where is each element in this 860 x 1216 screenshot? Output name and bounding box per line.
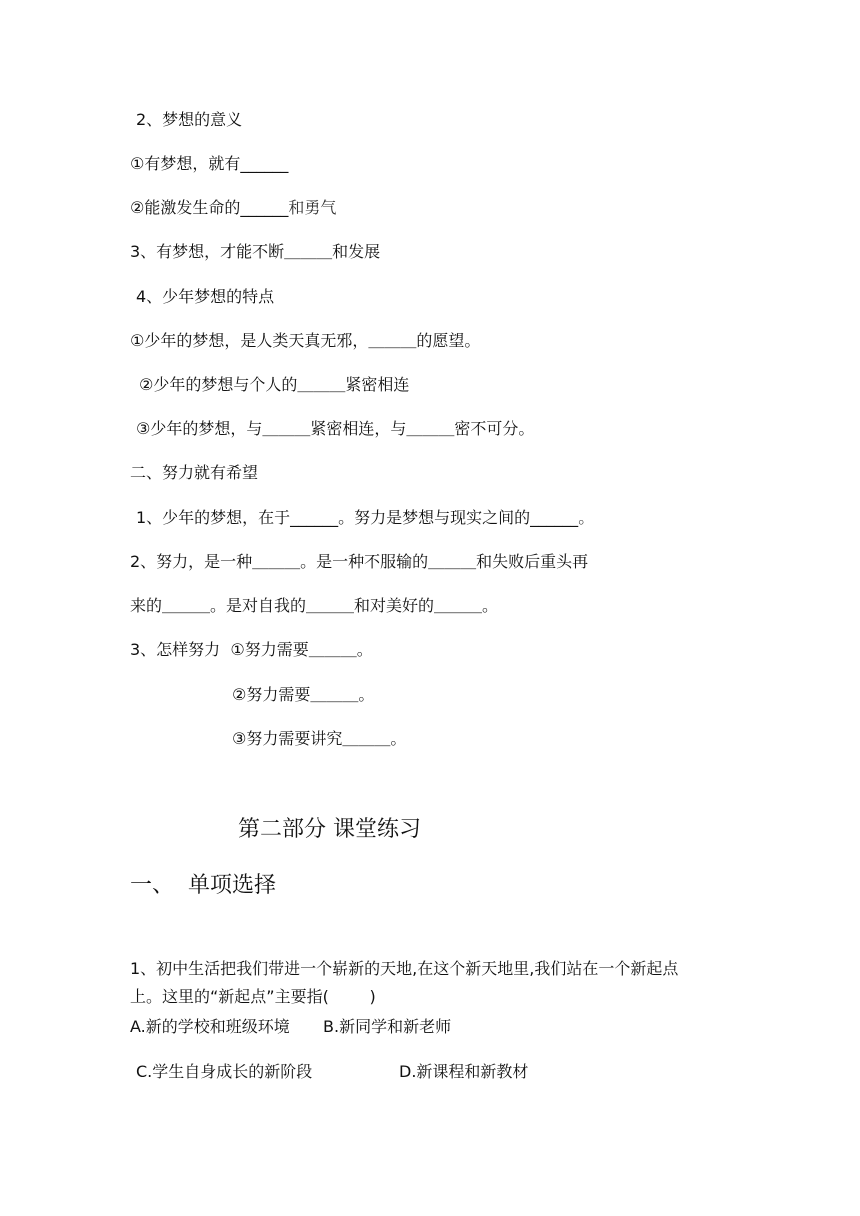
heading-youth-dream-traits: 4、少年梦想的特点 [136,287,275,306]
fill-blank-line [136,508,594,528]
line-text: ②能激发生命的______ [130,198,289,217]
fill-blank-line: ②少年的梦想与个人的＿＿＿紧密相连 [139,375,410,394]
fill-blank-line: ③努力需要讲究＿＿＿。 [232,729,407,748]
part-title: 第二部分 课堂练习 [238,817,421,842]
fill-blank-line: 2、努力，是一种＿＿＿。是一种不服输的＿＿＿和失败后重头再 [130,552,589,571]
line-text-serif: 和勇气 [288,198,337,217]
question-stem-line: 上。这里的“新起点”主要指( ) [130,987,376,1006]
option-c: C.学生自身成长的新阶段 [136,1062,313,1081]
section-heading: 一、 单项选择 [130,873,276,898]
fill-blank-line: ①有梦想，就有______ [130,154,289,173]
heading-effort-hope: 二、努力就有希望 [130,463,259,482]
fill-blank-line [130,198,336,218]
fill-blank-line: ③少年的梦想，与＿＿＿紧密相连，与＿＿＿密不可分。 [136,419,535,438]
question-stem-line: 1、初中生活把我们带进一个崭新的天地,在这个新天地里,我们站在一个新起点 [130,959,679,978]
option-a: A.新的学校和班级环境 [130,1017,290,1036]
fill-blank-line: ②努力需要＿＿＿。 [232,685,375,704]
fill-blank-line: ①少年的梦想，是人类天真无邪，＿＿＿的愿望。 [130,331,481,350]
option-b: B.新同学和新老师 [323,1017,452,1036]
fill-blank-line: 来的＿＿＿。是对自我的＿＿＿和对美好的＿＿＿。 [130,596,499,615]
option-d: D.新课程和新教材 [399,1062,529,1081]
fill-blank-line: 3、怎样努力 ①努力需要＿＿＿。 [130,640,373,659]
heading-dream-meaning: 2、梦想的意义 [136,110,243,129]
line-text-serif: 。 [578,508,595,527]
line-text: 1、少年的梦想，在于______。努力是梦想与现实之间的______ [136,508,579,527]
fill-blank-line: 3、有梦想，才能不断＿＿＿和发展 [130,242,381,261]
